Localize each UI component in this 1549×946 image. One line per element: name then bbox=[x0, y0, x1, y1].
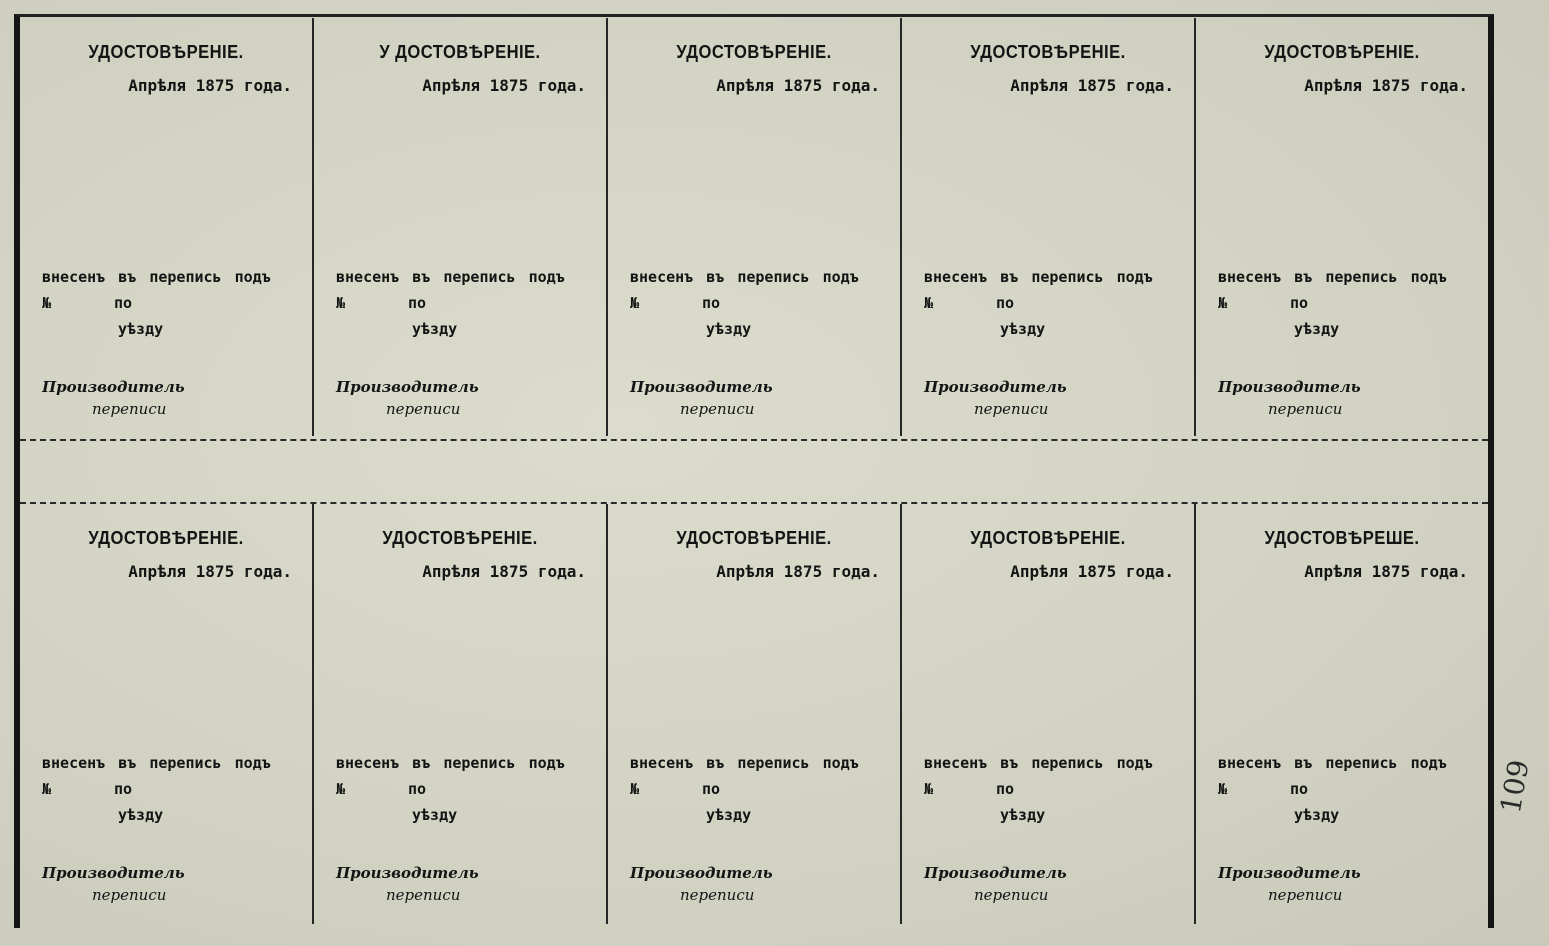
entry-line: внесенъ въ перепись подъ bbox=[1218, 268, 1447, 286]
certificate-date: Апрѣля 1875 года. bbox=[1010, 562, 1174, 581]
number-sign: № bbox=[42, 294, 52, 312]
certificate-title: У ДОСТОВѢРЕНІЕ. bbox=[379, 42, 541, 62]
number-sign: № bbox=[630, 780, 640, 798]
certificate-card bbox=[20, 504, 314, 924]
certificate-card bbox=[608, 18, 902, 436]
district-label: уѣзду bbox=[706, 320, 752, 338]
number-sign: № bbox=[1218, 780, 1228, 798]
certificate-title: УДОСТОВѢРЕНІЕ. bbox=[676, 528, 832, 548]
number-sign: № bbox=[1218, 294, 1228, 312]
census-entry bbox=[336, 264, 588, 342]
producer-label: Производитель bbox=[42, 378, 185, 396]
certificate-card bbox=[314, 18, 608, 436]
entry-line: внесенъ въ перепись подъ bbox=[924, 268, 1153, 286]
certificate-title: УДОСТОВѢРЕНІЕ. bbox=[1264, 42, 1420, 62]
certificate-title: УДОСТОВѢРЕНІЕ. bbox=[88, 528, 244, 548]
certificate-date: Апрѣля 1875 года. bbox=[716, 562, 880, 581]
po-label: по bbox=[408, 780, 427, 798]
district-label: уѣзду bbox=[412, 320, 458, 338]
entry-line: внесенъ въ перепись подъ bbox=[336, 754, 565, 772]
entry-line: внесенъ въ перепись подъ bbox=[336, 268, 565, 286]
certificate-title: УДОСТОВѢРЕНІЕ. bbox=[88, 42, 244, 62]
entry-line: внесенъ въ перепись подъ bbox=[630, 268, 859, 286]
certificate-date: Апрѣля 1875 года. bbox=[128, 562, 292, 581]
entry-number-line bbox=[924, 290, 1176, 316]
producer-sublabel: переписи bbox=[386, 886, 461, 904]
entry-number-line bbox=[336, 290, 588, 316]
certificate-card bbox=[902, 504, 1196, 924]
cut-line bbox=[20, 439, 1488, 441]
census-entry bbox=[42, 264, 294, 342]
page-number-note: 109 bbox=[1493, 757, 1536, 816]
census-producer bbox=[42, 862, 185, 906]
certificate-date: Апрѣля 1875 года. bbox=[1304, 562, 1468, 581]
certificate-row-top bbox=[20, 18, 1488, 436]
producer-label: Производитель bbox=[42, 864, 185, 882]
po-label: по bbox=[114, 780, 133, 798]
producer-label: Производитель bbox=[630, 378, 773, 396]
certificate-title: УДОСТОВѢРЕНІЕ. bbox=[970, 42, 1126, 62]
census-producer bbox=[42, 376, 185, 420]
certificate-date: Апрѣля 1875 года. bbox=[1010, 76, 1174, 95]
entry-line: внесенъ въ перепись подъ bbox=[630, 754, 859, 772]
certificate-date: Апрѣля 1875 года. bbox=[716, 76, 880, 95]
entry-number-line bbox=[1218, 776, 1470, 802]
entry-number-line bbox=[924, 776, 1176, 802]
entry-line: внесенъ въ перепись подъ bbox=[42, 268, 271, 286]
po-label: по bbox=[408, 294, 427, 312]
certificate-title: УДОСТОВѢРЕНІЕ. bbox=[676, 42, 832, 62]
census-producer bbox=[630, 862, 773, 906]
producer-label: Производитель bbox=[336, 864, 479, 882]
number-sign: № bbox=[630, 294, 640, 312]
producer-label: Производитель bbox=[1218, 378, 1361, 396]
producer-sublabel: переписи bbox=[92, 886, 167, 904]
po-label: по bbox=[996, 780, 1015, 798]
census-entry bbox=[1218, 750, 1470, 828]
census-producer bbox=[1218, 376, 1361, 420]
district-label: уѣзду bbox=[1000, 806, 1046, 824]
po-label: по bbox=[702, 780, 721, 798]
district-label: уѣзду bbox=[412, 806, 458, 824]
producer-label: Производитель bbox=[336, 378, 479, 396]
number-sign: № bbox=[924, 294, 934, 312]
census-entry bbox=[336, 750, 588, 828]
entry-number-line bbox=[1218, 290, 1470, 316]
entry-number-line bbox=[630, 776, 882, 802]
number-sign: № bbox=[336, 780, 346, 798]
census-producer bbox=[336, 376, 479, 420]
district-label: уѣзду bbox=[118, 320, 164, 338]
certificate-date: Апрѣля 1875 года. bbox=[1304, 76, 1468, 95]
number-sign: № bbox=[42, 780, 52, 798]
producer-sublabel: переписи bbox=[680, 400, 755, 418]
entry-line: внесенъ въ перепись подъ bbox=[924, 754, 1153, 772]
district-label: уѣзду bbox=[1000, 320, 1046, 338]
certificate-date: Апрѣля 1875 года. bbox=[128, 76, 292, 95]
producer-sublabel: переписи bbox=[1268, 400, 1343, 418]
producer-label: Производитель bbox=[924, 864, 1067, 882]
certificate-card bbox=[314, 504, 608, 924]
district-label: уѣзду bbox=[1294, 320, 1340, 338]
certificate-card bbox=[20, 18, 314, 436]
certificate-card bbox=[608, 504, 902, 924]
census-entry bbox=[924, 750, 1176, 828]
entry-number-line bbox=[630, 290, 882, 316]
district-label: уѣзду bbox=[706, 806, 752, 824]
producer-sublabel: переписи bbox=[974, 886, 1049, 904]
producer-sublabel: переписи bbox=[386, 400, 461, 418]
po-label: по bbox=[1290, 294, 1309, 312]
census-entry bbox=[924, 264, 1176, 342]
census-producer bbox=[924, 862, 1067, 906]
certificate-date: Апрѣля 1875 года. bbox=[422, 562, 586, 581]
district-label: уѣзду bbox=[118, 806, 164, 824]
certificate-title: УДОСТОВѢРЕНІЕ. bbox=[970, 528, 1126, 548]
entry-line: внесенъ въ перепись подъ bbox=[1218, 754, 1447, 772]
census-producer bbox=[336, 862, 479, 906]
producer-sublabel: переписи bbox=[1268, 886, 1343, 904]
producer-sublabel: переписи bbox=[680, 886, 755, 904]
census-entry bbox=[630, 750, 882, 828]
producer-sublabel: переписи bbox=[92, 400, 167, 418]
census-producer bbox=[630, 376, 773, 420]
po-label: по bbox=[1290, 780, 1309, 798]
po-label: по bbox=[996, 294, 1015, 312]
certificate-title: УДОСТОВѢРЕШЕ. bbox=[1264, 528, 1420, 548]
certificate-card bbox=[1196, 18, 1488, 436]
number-sign: № bbox=[924, 780, 934, 798]
producer-label: Производитель bbox=[924, 378, 1067, 396]
certificate-title: УДОСТОВѢРЕНІЕ. bbox=[382, 528, 538, 548]
census-entry bbox=[1218, 264, 1470, 342]
certificate-card bbox=[1196, 504, 1488, 924]
census-producer bbox=[1218, 862, 1361, 906]
entry-number-line bbox=[336, 776, 588, 802]
entry-number-line bbox=[42, 290, 294, 316]
certificate-date: Апрѣля 1875 года. bbox=[422, 76, 586, 95]
producer-sublabel: переписи bbox=[974, 400, 1049, 418]
district-label: уѣзду bbox=[1294, 806, 1340, 824]
certificate-card bbox=[902, 18, 1196, 436]
census-producer bbox=[924, 376, 1067, 420]
po-label: по bbox=[702, 294, 721, 312]
producer-label: Производитель bbox=[630, 864, 773, 882]
entry-line: внесенъ въ перепись подъ bbox=[42, 754, 271, 772]
certificate-row-bottom bbox=[20, 504, 1488, 924]
number-sign: № bbox=[336, 294, 346, 312]
census-entry bbox=[630, 264, 882, 342]
entry-number-line bbox=[42, 776, 294, 802]
census-entry bbox=[42, 750, 294, 828]
po-label: по bbox=[114, 294, 133, 312]
producer-label: Производитель bbox=[1218, 864, 1361, 882]
